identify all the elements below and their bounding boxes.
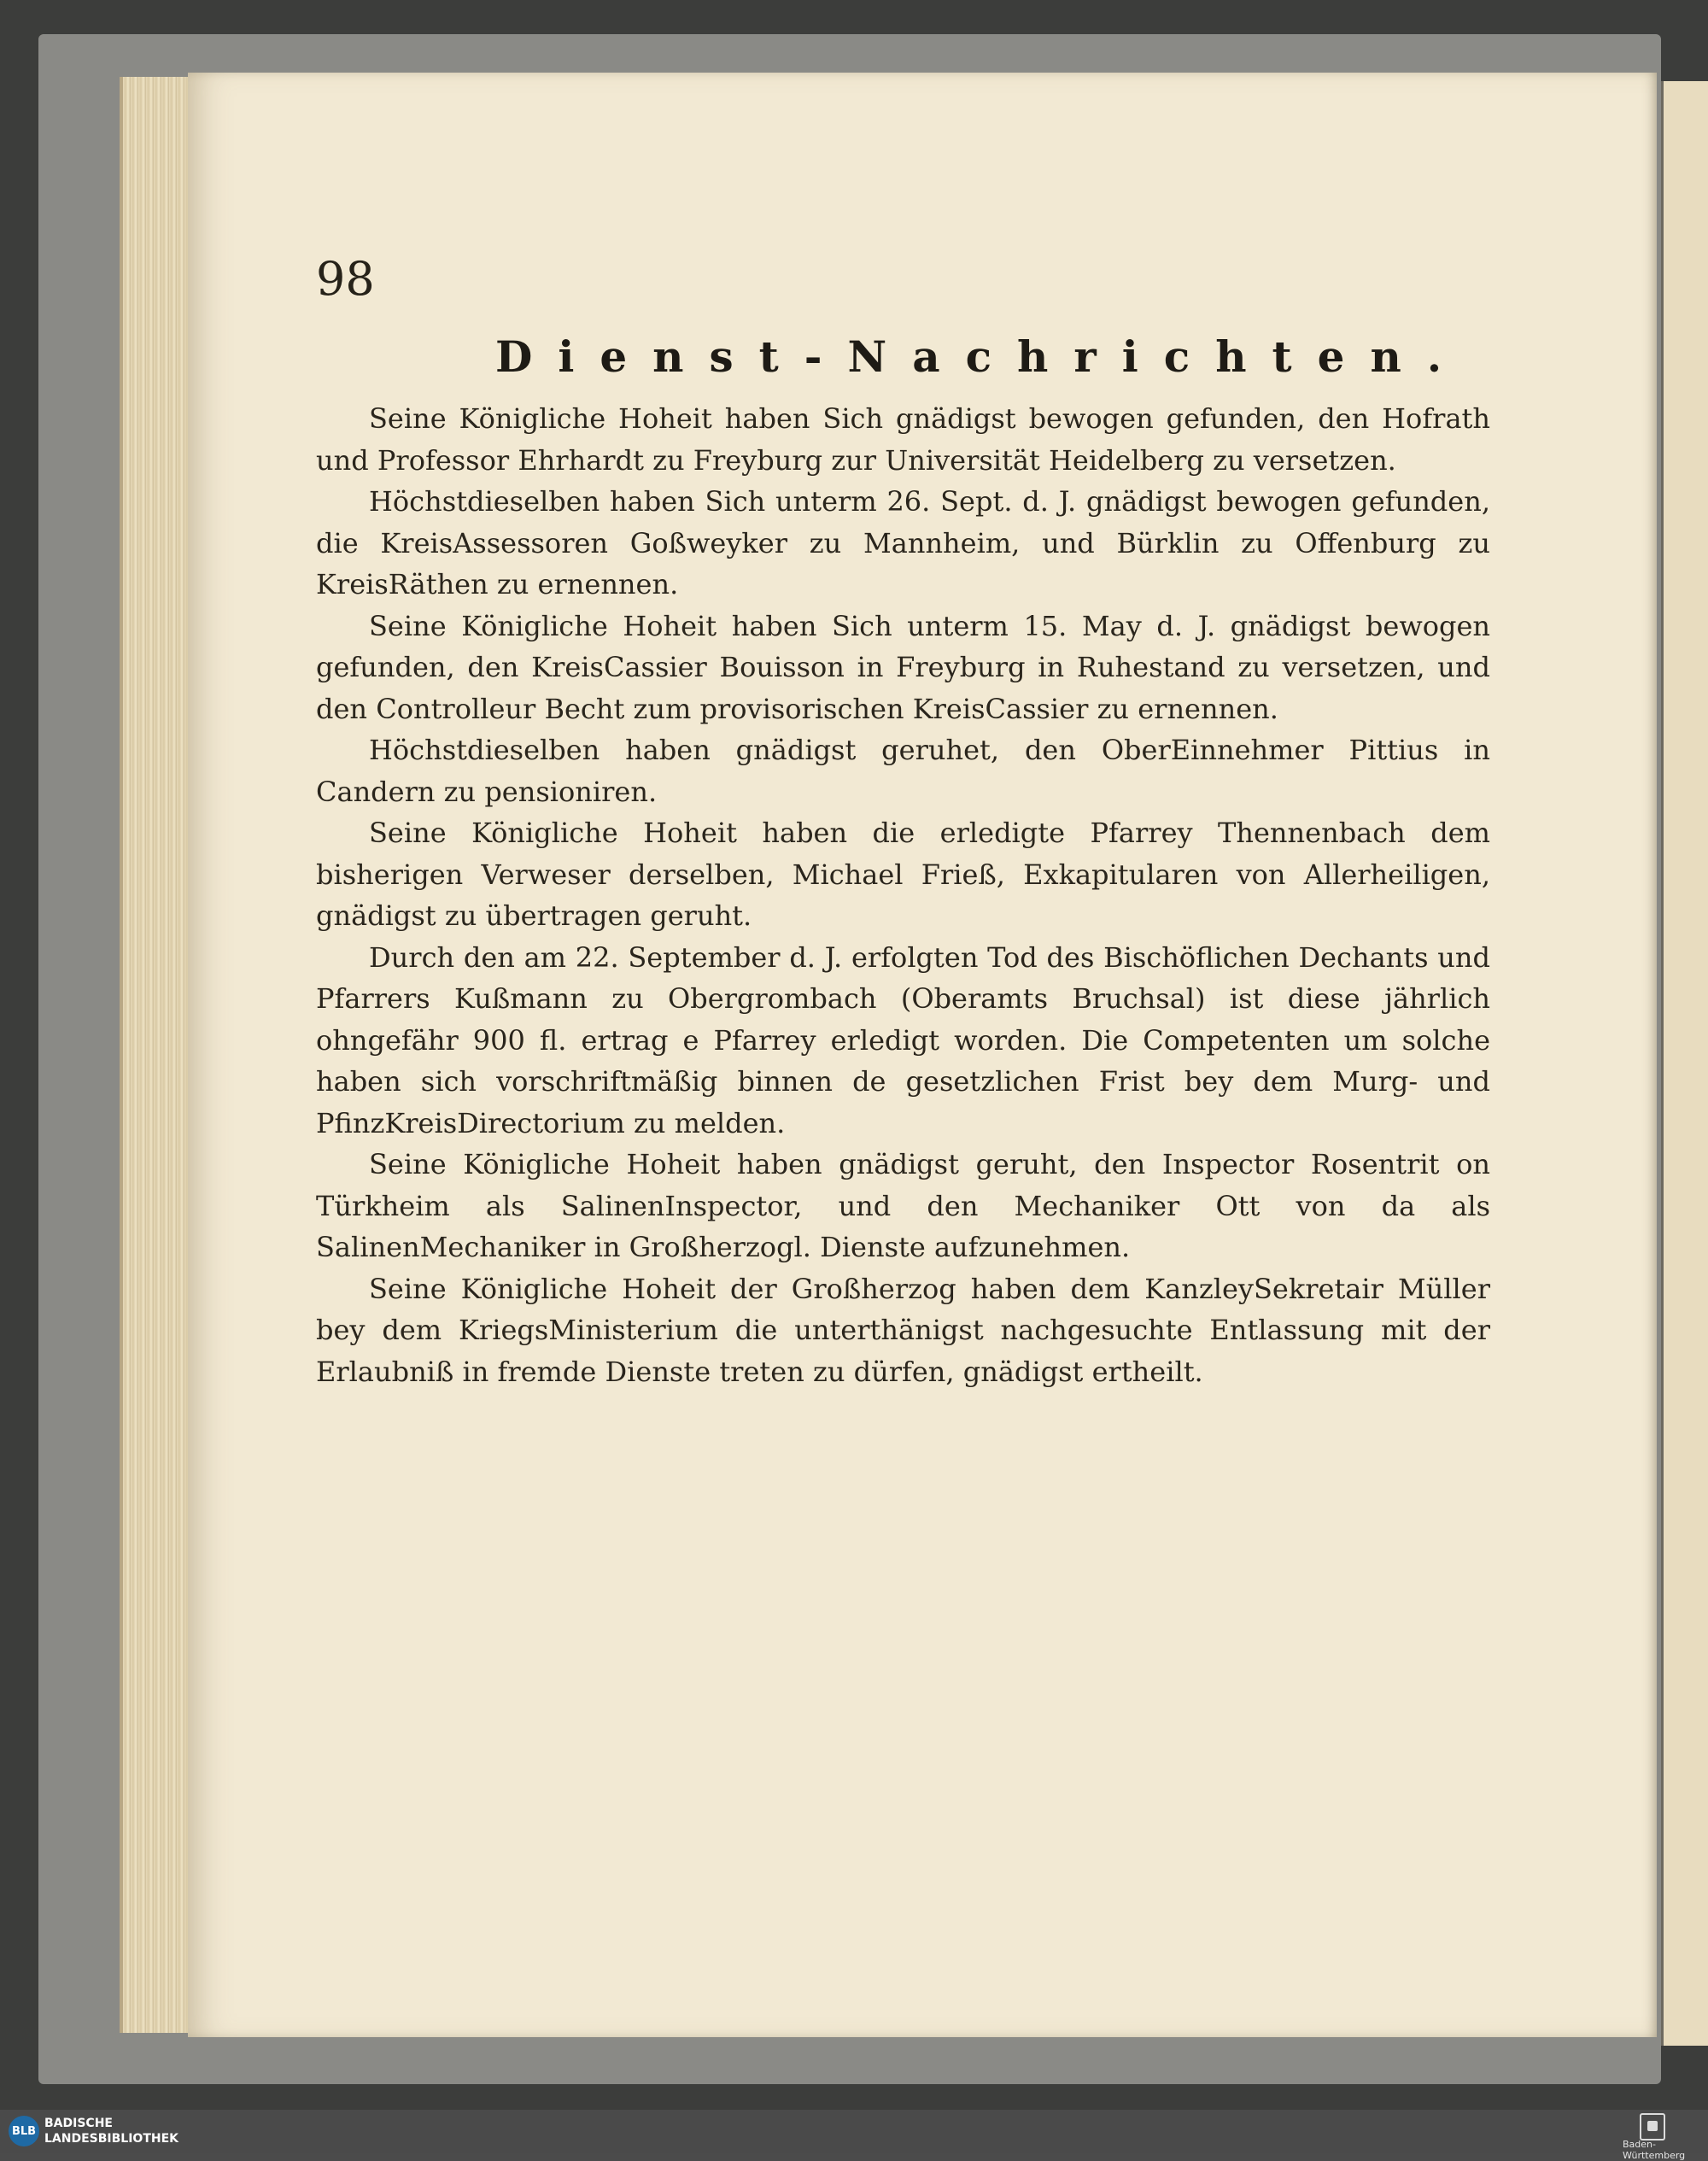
page-number: 98 xyxy=(316,252,375,306)
state-label: Baden-Württemberg xyxy=(1623,2139,1686,2161)
body-text xyxy=(316,398,1490,1392)
paragraph: Höchstdieselben haben gnädigst geruhet, den OberEinnehmer Pittius in Candern zu pensioniren. xyxy=(316,734,1490,808)
library-name-line1: BADISCHE xyxy=(44,2117,113,2130)
paragraph: Durch den am 22. September d. J. erfolgten Tod des Bischöflichen Dechants und Pfarrers Kußmann zu Obergrombach (Oberamts Bruchsal) ist diese jährlich ohngefähr 900 fl. ertrag e Pfarrey erledigt worden. Die Competenten um solche haben sich vorschriftmäßig binnen de gesetzlichen Frist bey dem Murg- und PfinzKreisDirectorium zu melden. xyxy=(316,940,1490,1139)
library-name xyxy=(44,2116,178,2146)
facing-page-edge xyxy=(1661,81,1708,2046)
paragraph: Höchstdieselben haben Sich unterm 26. Sept. d. J. gnädigst bewogen gefunden, die KreisAssessoren Goßweyker zu Mannheim, und Bürklin zu Offenburg zu KreisRäthen zu ernennen. xyxy=(316,485,1490,600)
library-name-line2: LANDESBIBLIOTHEK xyxy=(44,2132,179,2146)
footer-bar xyxy=(0,2110,1708,2161)
blb-logo-icon: BLB xyxy=(9,2116,39,2146)
paragraph: Seine Königliche Hoheit haben Sich gnädigst bewogen gefunden, den Hofrath und Professor Ehrhardt zu Freyburg zur Universität Heidelberg zu versetzen. xyxy=(316,402,1490,477)
paragraph: Seine Königliche Hoheit der Großherzog haben dem KanzleySekretair Müller bey dem KriegsMinisterium die unterthänigst nachgesuchte Entlassung mit der Erlaubniß in fremde Dienste treten zu dürfen, gnädigst ertheilt. xyxy=(316,1272,1490,1388)
page-heading: Dienst-Nachrichten. xyxy=(495,331,1468,382)
baden-wuerttemberg-crest-icon xyxy=(1640,2113,1665,2141)
paragraph: Seine Königliche Hoheit haben gnädigst geruht, den Inspector Rosentrit on Türkheim als SalinenInspector, und den Mechaniker Ott von da als SalinenMechaniker in Großherzogl. Dienste aufzunehmen. xyxy=(316,1148,1490,1263)
paragraph: Seine Königliche Hoheit haben Sich unterm 15. May d. J. gnädigst bewogen gefunden, den KreisCassier Bouisson in Freyburg in Ruhestand zu versetzen, und den Controlleur Becht zum provisorischen KreisCassier zu ernennen. xyxy=(316,609,1490,725)
paragraph: Seine Königliche Hoheit haben die erledigte Pfarrey Thennenbach dem bisherigen Verweser derselben, Michael Frieß, Exkapitularen von Allerheiligen, gnädigst zu übertragen geruht. xyxy=(316,817,1490,932)
